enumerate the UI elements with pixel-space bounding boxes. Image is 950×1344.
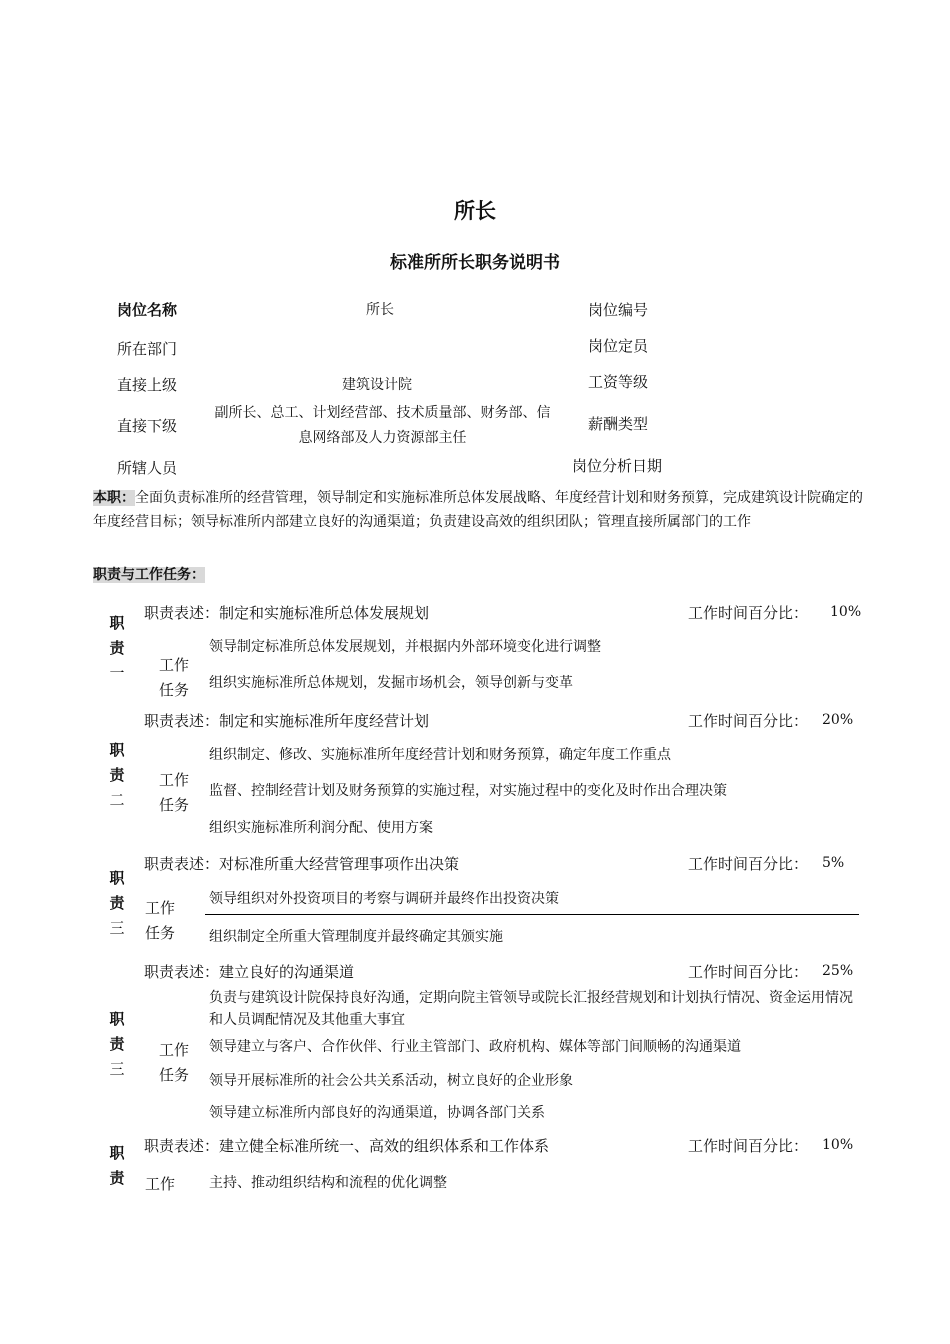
duty-1-pct-label: 工作时间百分比： <box>688 604 809 622</box>
superior-value: 建筑设计院 <box>342 377 412 393</box>
job-summary <box>93 486 863 534</box>
duty-5-label: 职 责 <box>109 1144 125 1187</box>
duty-4-pct-label: 工作时间百分比： <box>688 963 809 981</box>
position-name-label: 岗位名称 <box>117 301 178 319</box>
pay-type-label: 薪酬类型 <box>588 415 649 433</box>
duty-2-task-label: 工作 任务 <box>158 771 189 814</box>
dept-label: 所在部门 <box>117 340 178 358</box>
duty-4-pct-value: 25% <box>822 963 854 979</box>
document-title: 所长 <box>454 199 496 223</box>
position-no-label: 岗位编号 <box>588 301 649 319</box>
duty-2-description: 职责表述：制定和实施标准所年度经营计划 <box>144 712 430 730</box>
subordinate-label: 直接下级 <box>117 417 178 435</box>
duty-1-task-2: 组织实施标准所总体规划，发掘市场机会，领导创新与变革 <box>209 675 573 691</box>
job-summary-text: 全面负责标准所的经营管理，领导制定和实施标准所总体发展战略、年度经营计划和财务预算，完成建筑设计院确定的年度经营目标；领导标准所内部建立良好的沟通渠道；负责建设高效的组织团队；管理直接所属部门的工作 <box>93 490 863 530</box>
duty-2-task-2: 监督、控制经营计划及财务预算的实施过程，对实施过程中的变化及时作出合理决策 <box>209 783 727 799</box>
superior-label: 直接上级 <box>117 376 178 394</box>
duty-5-description: 职责表述：建立健全标准所统一、高效的组织体系和工作体系 <box>144 1137 550 1155</box>
duty-4-description: 职责表述：建立良好的沟通渠道 <box>144 963 355 981</box>
duty-4-task-4: 领导建立标准所内部良好的沟通渠道，协调各部门关系 <box>209 1105 545 1121</box>
duty-3-pct-label: 工作时间百分比： <box>688 855 809 873</box>
duty-1-task-1: 领导制定标准所总体发展规划，并根据内外部环境变化进行调整 <box>209 639 601 655</box>
duty-2-task-1: 组织制定、修改、实施标准所年度经营计划和财务预算，确定年度工作重点 <box>209 747 671 763</box>
duty-2-pct-label: 工作时间百分比： <box>688 712 809 730</box>
duty-1-pct-value: 10% <box>830 604 862 620</box>
position-name-value: 所长 <box>366 302 394 318</box>
duty-1-description: 职责表述：制定和实施标准所总体发展规划 <box>144 604 430 622</box>
duties-heading: 职责与工作任务： <box>93 567 205 583</box>
duty-3-pct-value: 5% <box>822 855 845 871</box>
duty-4-task-3: 领导开展标准所的社会公共关系活动，树立良好的企业形象 <box>209 1073 573 1089</box>
duty-4-task-label: 工作 任务 <box>158 1041 189 1084</box>
duty-3-task-2: 组织制定全所重大管理制度并最终确定其颁实施 <box>209 929 503 945</box>
analysis-date-label: 岗位分析日期 <box>572 457 663 475</box>
task-divider <box>205 914 859 915</box>
duty-5-pct-label: 工作时间百分比： <box>688 1137 809 1155</box>
duty-3-label: 职 责 三 <box>109 869 125 937</box>
job-summary-label: 本职： <box>93 490 135 506</box>
duty-4-task-2: 领导建立与客户、合作伙伴、行业主管部门、政府机构、媒体等部门间顺畅的沟通渠道 <box>209 1039 741 1055</box>
duty-3-description: 职责表述：对标准所重大经营管理事项作出决策 <box>144 855 460 873</box>
duty-5-task-1: 主持、推动组织结构和流程的优化调整 <box>209 1175 447 1191</box>
duty-1-label: 职 责 一 <box>109 614 125 682</box>
salary-grade-label: 工资等级 <box>588 373 649 391</box>
duty-3-task-label: 工作 任务 <box>144 899 175 942</box>
document-subtitle: 标准所所长职务说明书 <box>390 253 560 273</box>
duty-1-task-label: 工作 任务 <box>158 656 189 699</box>
subordinate-value: 副所长、总工、计划经营部、技术质量部、财务部、信息网络部及人力资源部主任 <box>214 405 551 446</box>
staff-label: 所辖人员 <box>117 459 178 477</box>
duty-3-task-1: 领导组织对外投资项目的考察与调研并最终作出投资决策 <box>209 891 559 907</box>
duty-4-task-1: 负责与建筑设计院保持良好沟通，定期向院主管领导或院长汇报经营规划和计划执行情况、资金运用情况和人员调配情况及其他重大事宜 <box>209 990 853 1028</box>
duty-5-pct-value: 10% <box>822 1137 854 1153</box>
duty-2-label: 职 责 二 <box>109 741 125 809</box>
duty-2-task-3: 组织实施标准所利润分配、使用方案 <box>209 820 433 836</box>
duty-2-pct-value: 20% <box>822 712 854 728</box>
duty-5-task-label: 工作 <box>144 1175 175 1193</box>
duty-4-label: 职 责 三 <box>109 1010 125 1078</box>
headcount-label: 岗位定员 <box>588 337 649 355</box>
